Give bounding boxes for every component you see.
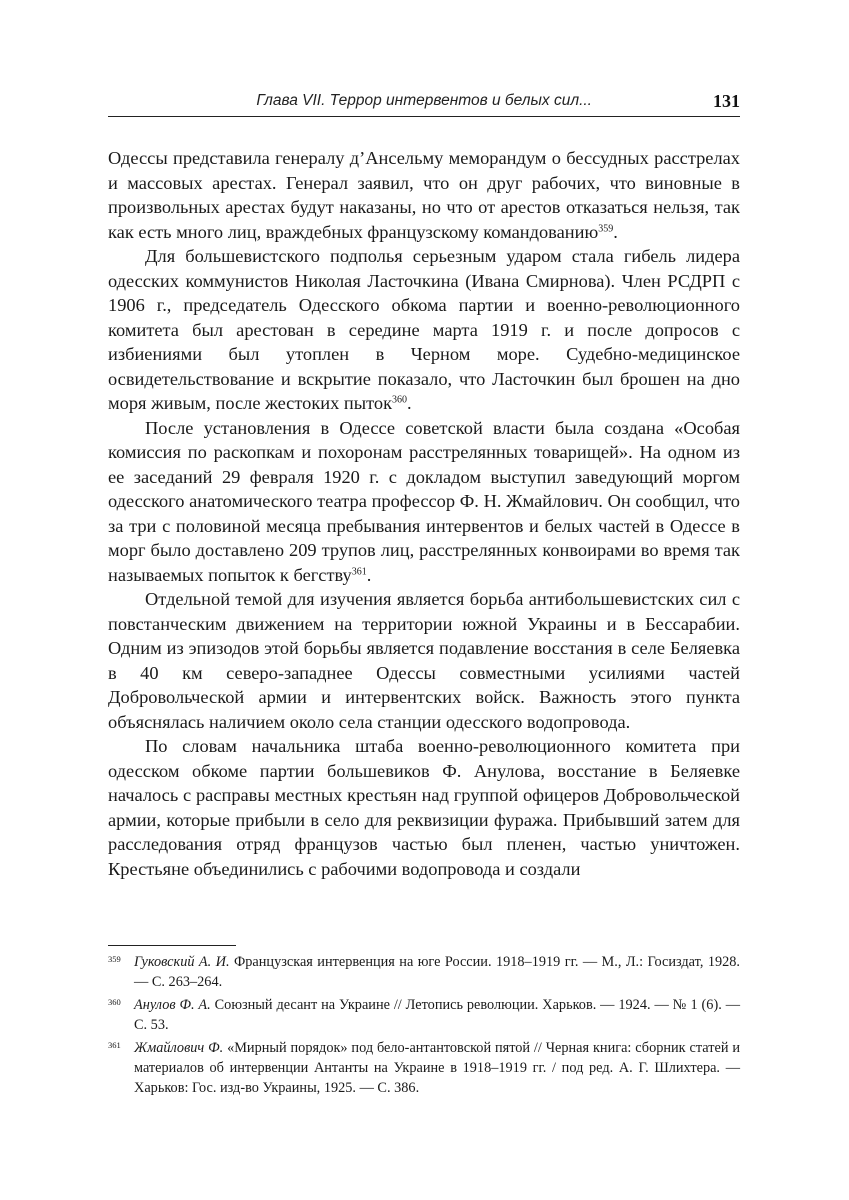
footnote-divider (108, 945, 236, 946)
main-text (108, 146, 740, 881)
footnote-text: «Мирный порядок» под бело-антантовской пятой // Черная книга: сборник статей и материалов об интервенции Антанты на Украине в 1918–1919 гг. / под ред. А. Г. Шлихтера. — Харьков: Гос. изд-во Украины, 1925. — С. 386. (134, 1040, 740, 1096)
footnote-ref-360[interactable]: 360 (392, 394, 408, 406)
footnote-item (108, 1038, 740, 1098)
paragraph-4 (108, 587, 740, 734)
running-title: Глава VII. Террор интервентов и белых сил... (256, 92, 592, 109)
footnote-number: 359 (108, 954, 121, 964)
footnote-text: Союзный десант на Украине // Летопись революции. Харьков. — 1924. — № 1 (6). — С. 53. (134, 997, 740, 1033)
paragraph-1-text: Одессы представила генералу д’Ансельму меморандум о бессудных расстрелах и массовых арестах. Генерал заявил, что он друг рабочих, что виновные в произвольных арестах будут наказаны, но что от арестов отказаться нельзя, так как есть много лиц, враждебных французскому командованию (108, 148, 740, 242)
footnote-item (108, 995, 740, 1035)
footnote-text: Французская интервенция на юге России. 1918–1919 гг. — М., Л.: Госиздат, 1928. — С. 263–264. (134, 954, 740, 990)
footnote-number: 361 (108, 1040, 121, 1050)
paragraph-5 (108, 734, 740, 881)
footnote-author: Анулов Ф. А. (134, 997, 211, 1013)
footnote-ref-361[interactable]: 361 (351, 566, 367, 577)
paragraph-3-text: После установления в Одессе советской власти была создана «Особая комиссия по раскопкам и похоронам расстрелянных товарищей». На одном из ее заседаний 29 февраля 1920 г. с докладом выступил заведующий моргом одесского анатомического театра профессор Ф. Н. Жмайлович. Он сообщил, что за три с половиной месяца пребывания интервентов и белых частей в Одессе в морг было доставлено 209 трупов лиц, расстрелянных конвоирами во время так называемых попыток к бегству (108, 417, 740, 585)
footnote-author: Жмайлович Ф. (134, 1040, 224, 1056)
footnote-item (108, 952, 740, 992)
footnote-number: 360 (108, 997, 121, 1007)
footnote-author: Гуковский А. И. (134, 954, 230, 970)
paragraph-5-text: По словам начальника штаба военно-революционного комитета при одесском обкоме партии большевиков Ф. Анулова, восстание в Беляевке началось с расправы местных крестьян над группой офицеров Добровольческой армии, которые прибыли в село для реквизиции фуража. Прибывший затем для расследования отряд французов частью был пленен, частью уничтожен. Крестьяне объединились с рабочими водопровода и создали (108, 736, 740, 879)
paragraph-2: Для большевистского подполья серьезным ударом стала гибель лидера одесских коммунистов Николая Ласточкина (Ивана Смирнова). Член РСДРП с 1906 г., председатель Одесского обкома партии и военно-революционного комитета был арестован в середине марта 1919 г. и после допросов с избиениями был утоплен в Черном море. Судебно-медицинское освидетельствование и вскрытие показало, что Ласточкин был брошен на дно моря живым, после жестоких пыток$^{360}$. (108, 246, 740, 413)
footnote-ref-359[interactable]: 359 (598, 223, 614, 234)
footnotes (108, 952, 740, 1101)
paragraph-2-text: Для большевистского подполья серьезным ударом стала гибель лидера одесских коммунистов Николая Ласточкина (Ивана Смирнова). Член РСДРП с 1906 г., председатель Одесского обкома партии и военно-революционного комитета был арестован в середине марта 1919 г. и после допросов с избиениями был утоплен в Черном море. Судебно-медицинское освидетельствование и вскрытие показало, что Ласточкин был брошен на дно моря живым, после жестоких пыток (108, 246, 740, 413)
page-number: 131 (713, 91, 740, 111)
page-header (108, 90, 740, 117)
paragraph-3: После установления в Одессе советской власти была создана «Особая комиссия по раскопкам и похоронам расстрелянных товарищей». На одном из ее заседаний 29 февраля 1920 г. с докладом выступил заведующий моргом одесского анатомического театра профессор Ф. Н. Жмайлович. Он сообщил, что за три с половиной месяца пребывания интервентов и белых частей в Одессе в морг было доставлено 209 трупов лиц, расстрелянных конвоирами во время так называемых попыток к бегству$^{361}$. (108, 417, 740, 585)
paragraph-1: Одессы представила генералу д’Ансельму меморандум о бессудных расстрелах и массовых арестах. Генерал заявил, что он друг рабочих, что виновные в произвольных арестах будут наказаны, но что от арестов отказаться нельзя, так как есть много лиц, враждебных французскому командованию$^{359}$. (108, 148, 740, 242)
paragraph-4-text: Отдельной темой для изучения является борьба антибольшевистских сил с повстанческим движением на территории южной Украины и в Бессарабии. Одним из эпизодов этой борьбы является подавление восстания в селе Беляевка в 40 км северо-западнее Одессы совместными усилиями частей Добровольческой армии и интервентских войск. Важность этого пункта объяснялась наличием около села станции одесского водопровода. (108, 589, 740, 732)
